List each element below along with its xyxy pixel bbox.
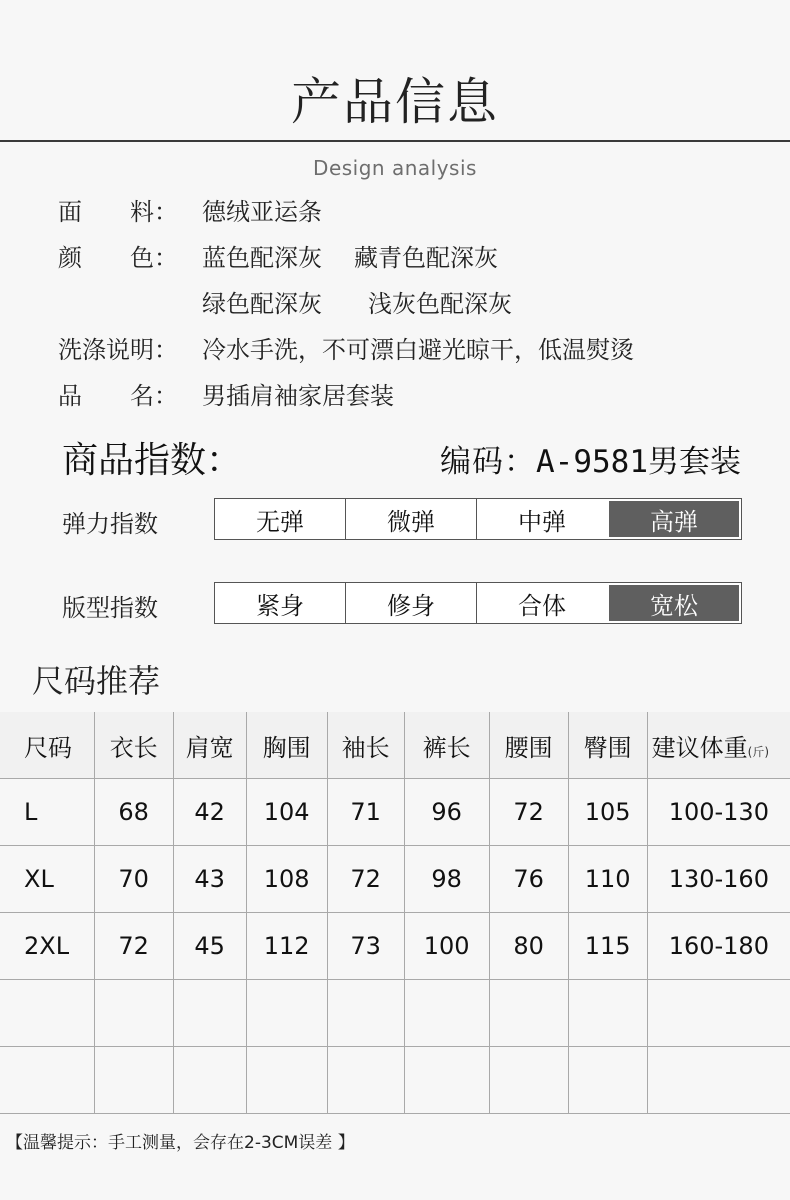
product-code <box>440 436 741 481</box>
fabric-row <box>58 192 322 227</box>
table-cell: 130-160 <box>647 846 790 913</box>
table-cell <box>94 1047 173 1114</box>
fabric-label: 面 料： <box>58 198 178 226</box>
header-cell: 胸围 <box>246 712 327 779</box>
table-cell: 100 <box>404 913 489 980</box>
table-cell: 76 <box>489 846 568 913</box>
table-cell: 80 <box>489 913 568 980</box>
table-cell <box>489 980 568 1047</box>
fit-option: 合体 <box>476 583 607 623</box>
color-row <box>58 238 498 273</box>
table-cell: 115 <box>568 913 647 980</box>
elasticity-option: 中弹 <box>476 499 607 539</box>
header-cell: 衣长 <box>94 712 173 779</box>
table-cell: 108 <box>246 846 327 913</box>
table-cell: 110 <box>568 846 647 913</box>
table-cell <box>246 980 327 1047</box>
table-cell: 71 <box>327 779 404 846</box>
color-row-2 <box>202 284 512 319</box>
table-cell: 72 <box>489 779 568 846</box>
table-cell: XL <box>0 846 94 913</box>
fabric-value: 德绒亚运条 <box>202 198 322 226</box>
fit-option: 紧身 <box>256 591 304 620</box>
table-cell: 160-180 <box>647 913 790 980</box>
table-cell: 2XL <box>0 913 94 980</box>
code-number: A-9581 <box>536 444 648 480</box>
table-cell: 42 <box>173 779 246 846</box>
table-cell <box>246 1047 327 1114</box>
elasticity-option: 无弹 <box>256 507 304 536</box>
table-cell <box>647 1047 790 1114</box>
header-cell: 袖长 <box>327 712 404 779</box>
name-label: 品 名： <box>58 382 178 410</box>
header-cell-weight <box>647 712 790 779</box>
table-row-empty <box>0 1047 790 1114</box>
header-cell: 尺码 <box>0 712 94 779</box>
wash-value: 冷水手洗，不可漂白避光晾干，低温熨烫 <box>202 336 634 364</box>
weight-unit: (斤) <box>747 744 770 759</box>
table-cell <box>0 1047 94 1114</box>
header-cell: 腰围 <box>489 712 568 779</box>
elasticity-option: 微弹 <box>345 499 476 539</box>
table-cell: 73 <box>327 913 404 980</box>
table-cell: 96 <box>404 779 489 846</box>
table-cell: 98 <box>404 846 489 913</box>
table-cell: 112 <box>246 913 327 980</box>
table-cell <box>173 980 246 1047</box>
elasticity-label: 弹力指数 <box>62 510 158 538</box>
header-cell: 臀围 <box>568 712 647 779</box>
header-cell: 肩宽 <box>173 712 246 779</box>
header-cell: 裤长 <box>404 712 489 779</box>
table-row-empty <box>0 980 790 1047</box>
table-cell <box>647 980 790 1047</box>
table-cell: 68 <box>94 779 173 846</box>
fit-option: 修身 <box>345 583 476 623</box>
wash-row <box>58 330 634 365</box>
name-value: 男插肩袖家居套装 <box>202 382 394 410</box>
fit-scale <box>214 582 742 624</box>
table-cell: 72 <box>327 846 404 913</box>
color-option-4: 浅灰色配深灰 <box>368 290 512 318</box>
code-suffix: 男套装 <box>647 444 741 480</box>
table-row <box>0 779 790 846</box>
table-cell <box>489 1047 568 1114</box>
table-cell: 104 <box>246 779 327 846</box>
table-cell <box>327 980 404 1047</box>
measurement-tip: 【温馨提示：手工测量，会存在2-3CM误差 】 <box>6 1133 355 1153</box>
title-divider <box>0 140 790 142</box>
elasticity-option-selected: 高弹 <box>609 501 739 537</box>
table-cell: 45 <box>173 913 246 980</box>
elasticity-scale <box>214 498 742 540</box>
table-cell: L <box>0 779 94 846</box>
table-cell <box>404 980 489 1047</box>
table-cell: 43 <box>173 846 246 913</box>
table-cell <box>327 1047 404 1114</box>
table-cell <box>568 980 647 1047</box>
weight-header-label: 建议体重 <box>651 733 748 762</box>
table-header-row <box>0 712 790 779</box>
size-chart-title: 尺码推荐 <box>32 662 161 700</box>
name-row <box>58 376 394 411</box>
table-cell: 100-130 <box>647 779 790 846</box>
page-subtitle: Design analysis <box>313 156 477 180</box>
fit-option-selected: 宽松 <box>609 585 739 621</box>
table-cell <box>173 1047 246 1114</box>
index-title: 商品指数： <box>62 440 243 481</box>
table-row <box>0 913 790 980</box>
table-cell <box>94 980 173 1047</box>
table-cell: 70 <box>94 846 173 913</box>
color-label: 颜 色： <box>58 244 178 272</box>
table-cell <box>404 1047 489 1114</box>
table-row <box>0 846 790 913</box>
table-cell: 72 <box>94 913 173 980</box>
page-title: 产品信息 <box>291 73 499 131</box>
fit-label: 版型指数 <box>62 594 158 622</box>
wash-label: 洗涤说明： <box>58 336 178 364</box>
color-option-1: 蓝色配深灰 <box>202 244 322 272</box>
code-prefix: 编码： <box>440 444 536 480</box>
color-option-2: 藏青色配深灰 <box>354 244 498 272</box>
table-cell <box>0 980 94 1047</box>
table-cell <box>568 1047 647 1114</box>
table-cell: 105 <box>568 779 647 846</box>
color-option-3: 绿色配深灰 <box>202 290 322 318</box>
size-table <box>0 712 790 1114</box>
